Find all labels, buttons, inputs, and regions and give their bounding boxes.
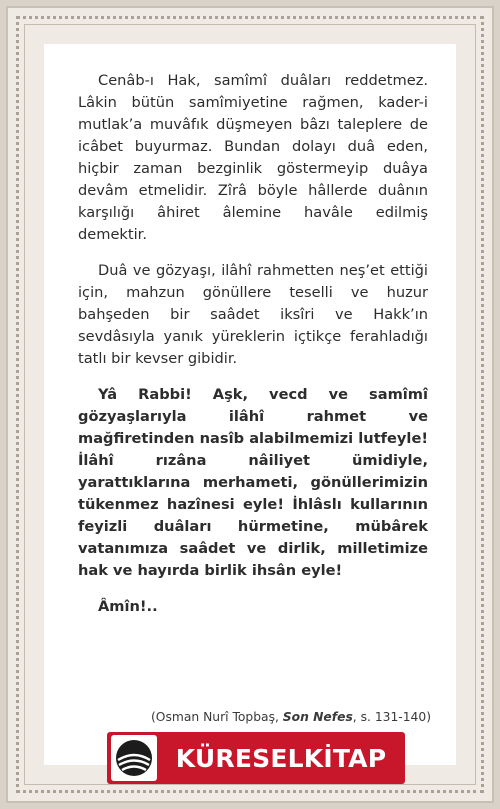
citation [78,710,431,724]
citation-author: (Osman Nurî Topbaş, [151,710,283,724]
brand-name: KÜRESELKİTAP [175,743,387,773]
quote-body [78,70,428,618]
prayer-paragraph: Yâ Rabbi! Aşk, vecd ve samîmî gözyaşlarıyla ilâhî rahmet ve mağfiretinden nasîb alabilmemizi lutfeyle! İlâhî rızâna nâiliyet ümidiyle, yarattıklarına merhameti, gönüllerimizin tükenmez hazînesi eyle! İhlâslı kullarının feyizli duâları hürmetine, mübârek vatanımıza saâdet ve dirlik, milletimize hak ve hayırda birlik ihsân eyle! [78,386,428,579]
amin-text: Âmîn!.. [98,598,158,615]
citation-source: Son Nefes [282,710,353,724]
paragraph-2: Duâ ve gözyaşı, ilâhî rahmetten neş’et ettiği için, mahzun gönüllere teselli ve huzur bahşeden bir saâdet iksîri ve Hakk’ın sevdâsıyla yanık yüreklerin içtikçe ferahladığı tatlı bir kevser gibidir. [78,262,428,367]
brand-logo [107,732,405,784]
paragraph-1: Cenâb-ı Hak, samîmî duâları reddetmez. Lâkin bütün samîmiyetine rağmen, kader-i mutlak’a muvâfık düşmeyen bâzı taleplere de icâbet buyurmaz. Bundan dolayı duâ eden, hiçbir zaman bezginlik göstermeyip duâya devâm etmelidir. Zîrâ böyle hâllerde duânın karşılığı âhiret âlemine havâle edilmiş demektir. [78,72,428,243]
globe-logo-icon [111,735,157,781]
citation-pages: , s. 131-140) [352,710,431,724]
